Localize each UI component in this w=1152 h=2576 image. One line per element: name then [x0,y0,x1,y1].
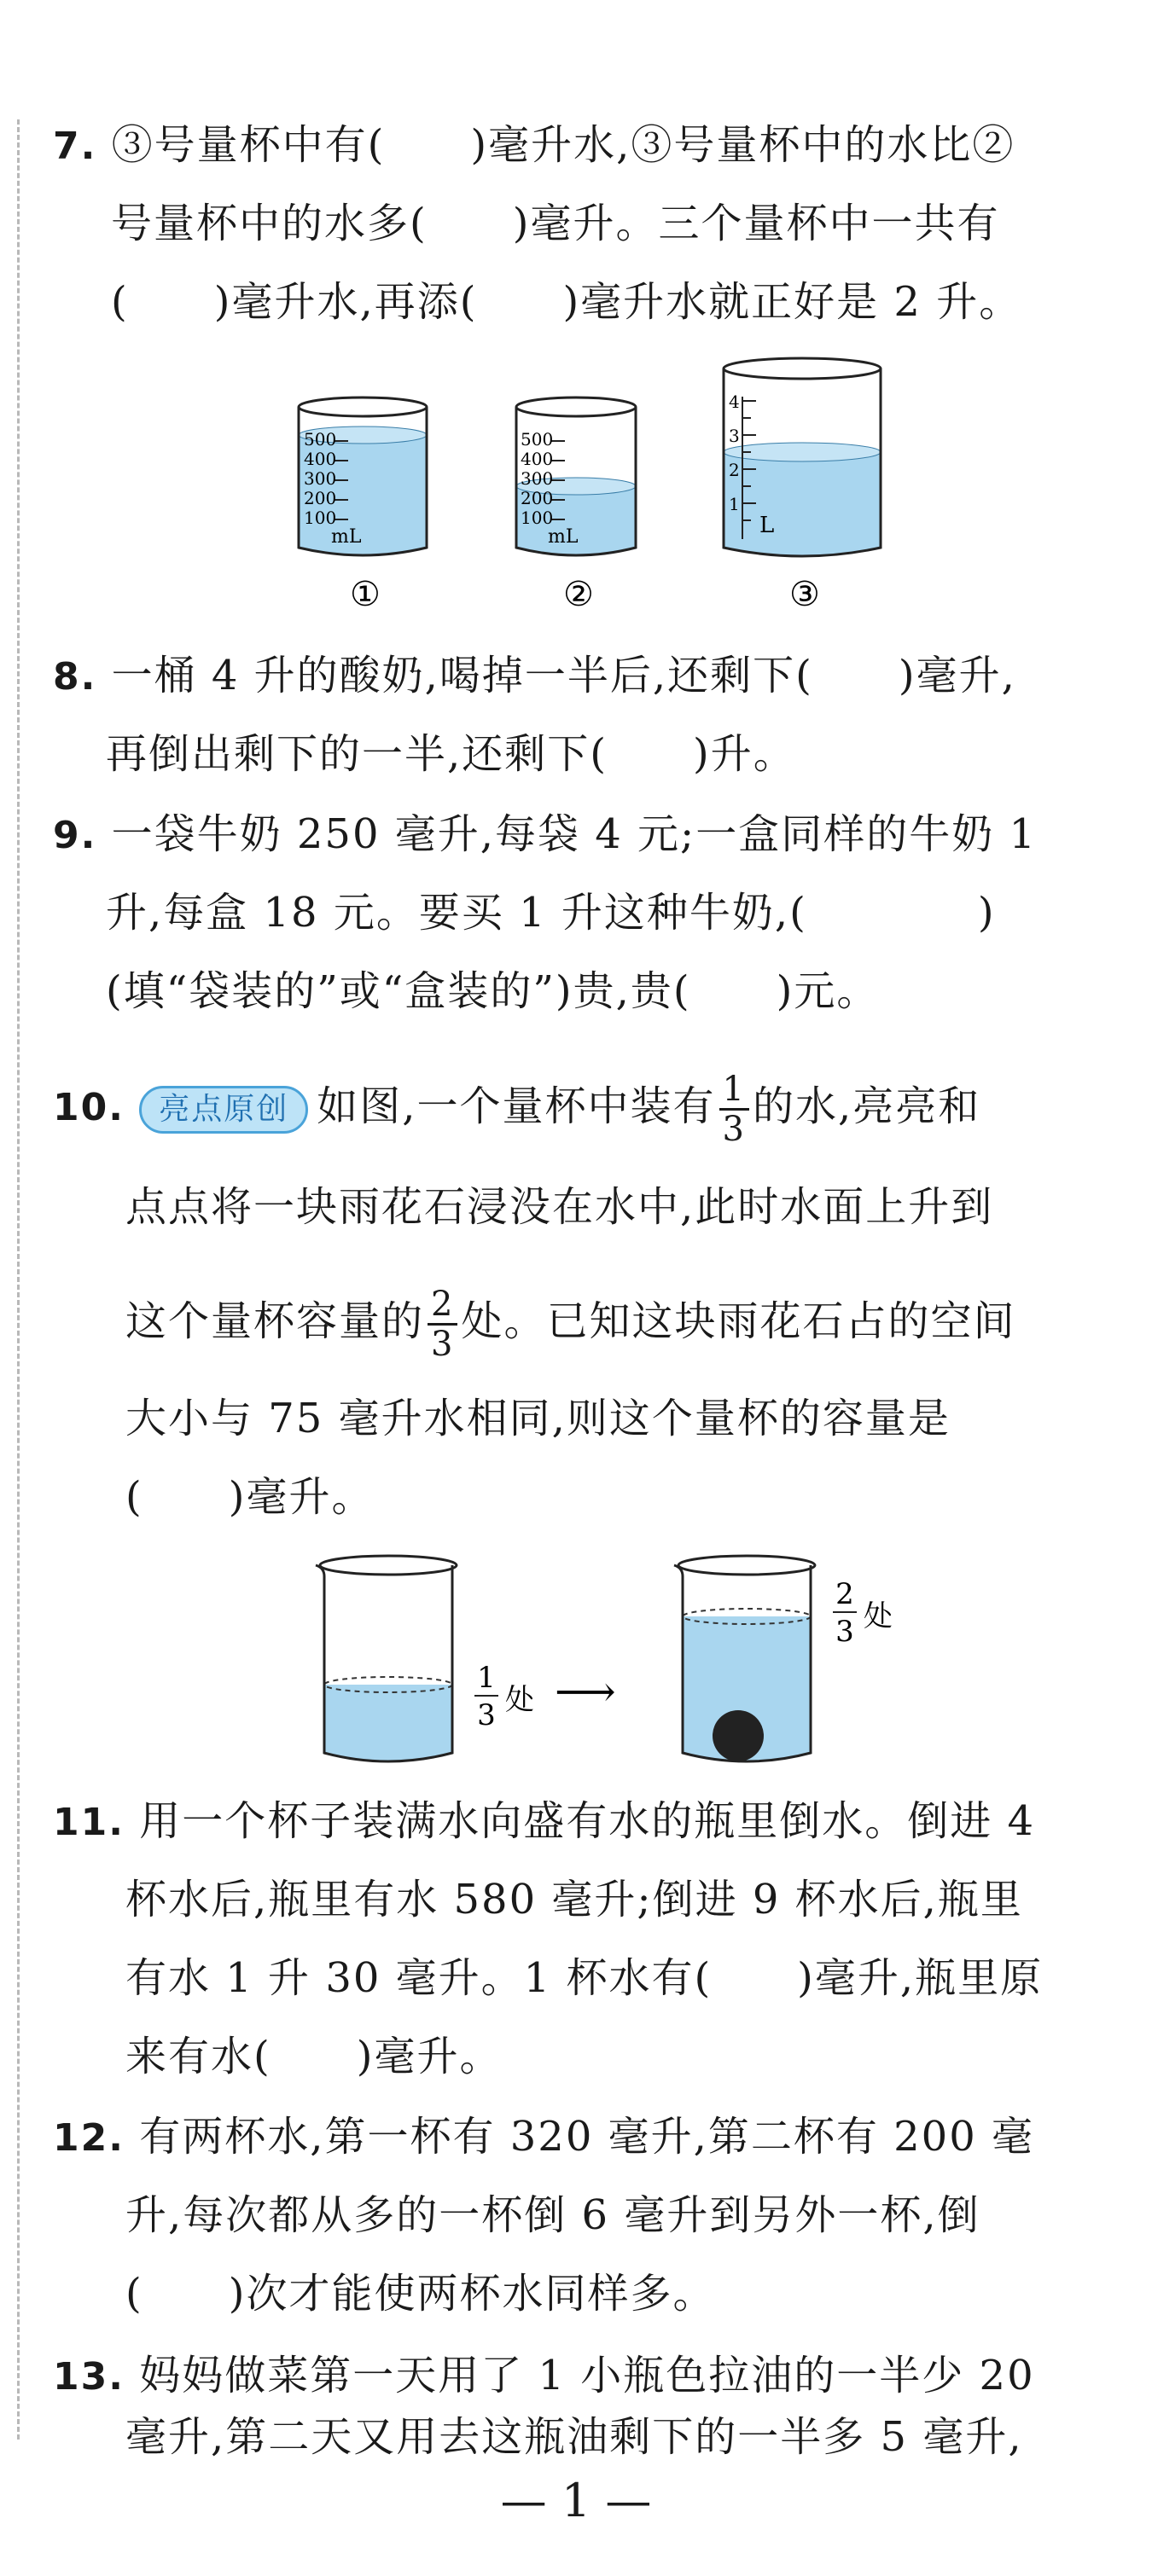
question-text-line: 升,每次都从多的一杯倒 6 毫升到另外一杯,倒 [125,2191,980,2239]
tick-label: 200 [521,488,554,508]
question-text: 这个量杯容量的 [125,1297,425,1345]
question-text-line: 毫升,第二天又用去这瓶油剩下的一半多 5 毫升, [125,2413,1023,2461]
question-text-line: (填“袋装的”或“盒装的”)贵,贵( )元。 [106,967,880,1015]
cup-label: ① [350,575,381,614]
tick-label: 300 [521,468,554,489]
question-text: 如图,一个量杯中装有 [317,1082,716,1130]
question-number: 13. [53,2355,125,2399]
question-number: 10. [53,1086,125,1129]
beaker-before [316,1556,534,1761]
question-text-line: ( )次才能使两杯水同样多。 [125,2270,716,2318]
question-text-line: 杯水后,瓶里有水 580 毫升;倒进 9 杯水后,瓶里 [125,1876,1023,1923]
tick-label: 300 [304,468,337,489]
fraction-numerator: 1 [477,1661,496,1695]
fraction-numerator: 2 [835,1577,854,1611]
question-text-line: 妈妈做菜第一天用了 1 小瓶色拉油的一半少 20 [139,2352,1035,2399]
question-text-line: ( )毫升水,再添( )毫升水就正好是 2 升。 [111,278,1022,326]
question-number: 9. [53,814,97,857]
question-text-line: 升,每盒 18 元。要买 1 升这种牛奶,( ) [106,889,996,937]
tick-label: 1 [729,494,740,514]
question-number: 8. [53,655,97,699]
tick-label: 100 [304,508,337,528]
fraction-denominator: 3 [835,1615,854,1649]
question-number: 7. [53,125,97,168]
question-text: 的水,亮亮和 [752,1082,981,1130]
fraction-denominator: 3 [477,1698,496,1732]
tick-label: 400 [521,449,554,469]
measuring-cups-figure [282,350,930,623]
tick-label: 400 [304,449,337,469]
unit-label: L [759,513,775,538]
tick-label: 2 [729,460,740,480]
stone-beaker-figure [307,1535,922,1783]
question-text-line: 一桶 4 升的酸奶,喝掉一半后,还剩下( )毫升, [111,652,1016,699]
question-text-line: 大小与 75 毫升水相同,则这个量杯的容量是 [125,1395,951,1442]
question-text-line: 点点将一块雨花石浸没在水中,此时水面上升到 [125,1183,994,1231]
question-number: 12. [53,2116,125,2160]
fraction-two-thirds: $\frac{2}{3}$ [428,1285,457,1363]
tick-label: 200 [304,488,337,508]
question-text-line: 来有水( )毫升。 [125,2033,503,2080]
unit-label: mL [548,526,579,548]
tick-label: 500 [521,429,554,450]
measuring-cup-2 [516,397,636,614]
unit-label: mL [331,526,362,548]
stone-icon [713,1710,764,1761]
original-badge: 亮点原创 [139,1086,308,1134]
question-text: 处。已知这块雨花石占的空间 [461,1297,1016,1345]
question-number: 11. [53,1801,125,1844]
tick-label: 4 [729,392,740,412]
tick-label: 100 [521,508,554,528]
question-text-line: 号量杯中的水多( )毫升。三个量杯中一共有 [111,200,1000,247]
arrow-right-icon: ⟶ [555,1667,616,1716]
question-text-line: 再倒出剩下的一半,还剩下( )升。 [106,730,796,778]
question-text-line: 用一个杯子装满水向盛有水的瓶里倒水。倒进 4 [139,1797,1036,1845]
question-text-line: ( )毫升。 [125,1473,375,1521]
question-text-line: 有两杯水,第一杯有 320 毫升,第二杯有 200 毫 [139,2113,1035,2161]
measuring-cup-3 [724,358,881,614]
level-label: 处 [864,1599,893,1633]
question-text-line: 有水 1 升 30 毫升。1 杯水有( )毫升,瓶里原 [125,1954,1044,2002]
question-text-line: ③号量杯中有( )毫升水,③号量杯中的水比② [111,121,1015,169]
question-text-line: 一袋牛奶 250 毫升,每袋 4 元;一盒同样的牛奶 1 [111,810,1038,858]
level-label: 处 [505,1683,534,1717]
page-number: — 1 — [500,2474,652,2527]
cup-label: ③ [789,575,820,614]
cup-label: ② [563,575,594,614]
fraction-one-third: $\frac{1}{3}$ [719,1070,749,1148]
tick-label: 3 [729,426,740,446]
beaker-after [674,1556,893,1761]
margin-dashed-line [17,119,20,2440]
tick-label: 500 [304,429,337,450]
measuring-cup-1 [299,397,427,614]
